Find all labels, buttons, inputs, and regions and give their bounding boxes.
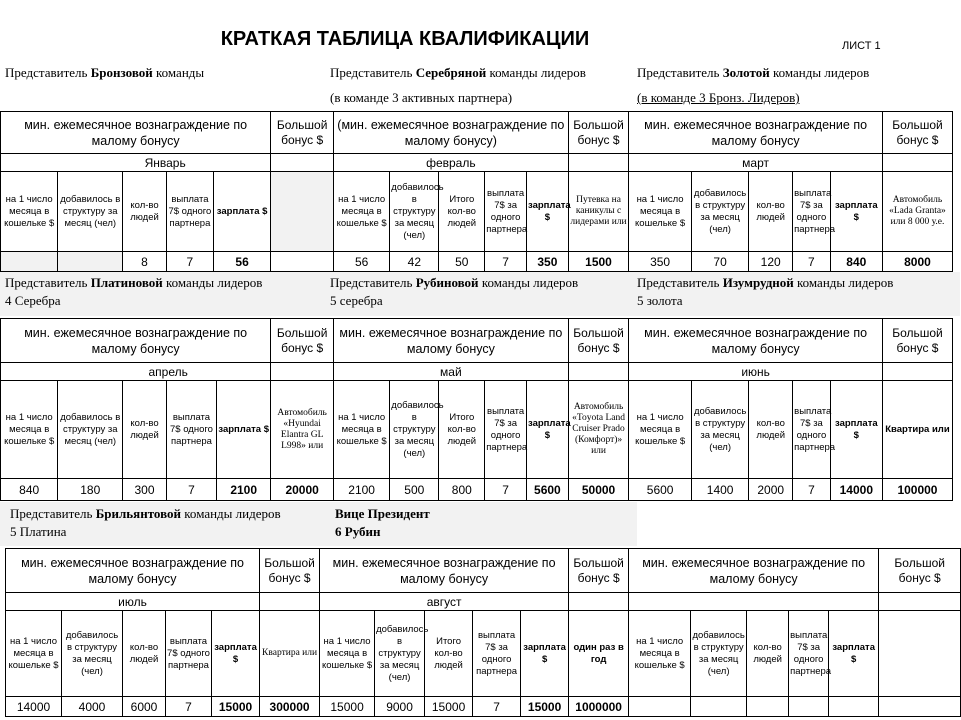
big-bonus-header: Большой бонус $: [882, 319, 952, 363]
value-cell: 300: [123, 479, 167, 501]
qualification-table-1: [0, 111, 953, 272]
month-label: апрель: [1, 363, 271, 381]
col-wallet: на 1 число месяца в кошельке $: [629, 172, 692, 252]
value-cell: 500: [390, 479, 439, 501]
value-cell: 350: [527, 252, 569, 272]
col-salary: зарплата $: [521, 611, 569, 697]
col-payout: выплата 7$ одного партнера: [166, 381, 216, 479]
rep-platinum: Представитель Платиновой команды лидеров 4 Серебра: [5, 275, 263, 308]
month-label: июнь: [629, 363, 883, 381]
col-added: добавилось в структуру за месяц (чел): [58, 172, 123, 252]
col-wallet: на 1 число месяца в кошельке $: [320, 611, 375, 697]
col-payout: выплата 7$ за одного партнера: [485, 381, 527, 479]
col-count: кол-во людей: [747, 611, 789, 697]
rep-silver: Представитель Серебряной команды лидеров (в команде 3 активных партнера): [330, 65, 586, 105]
col-salary: зарплата $: [829, 611, 879, 697]
rep-vice-president: Вице Президент 6 Рубин: [335, 506, 430, 539]
col-wallet: на 1 число месяца в кошельке $: [629, 611, 691, 697]
col-salary: зарплата $: [830, 172, 882, 252]
col-added: добавилось в структуру за месяц (чел): [375, 611, 425, 697]
value-cell: 50: [439, 252, 485, 272]
rep-gold: Представитель Золотой команды лидеров (в команде 3 Бронз. Лидеров): [637, 65, 870, 105]
value-cell: 300000: [260, 697, 320, 717]
value-cell: 7: [485, 252, 527, 272]
rep-ruby: Представитель Рубиновой команды лидеров 5 серебра: [330, 275, 579, 308]
page-title: КРАТКАЯ ТАБЛИЦА КВАЛИФИКАЦИИ: [220, 28, 590, 50]
value-cell: 42: [390, 252, 439, 272]
big-bonus-header: Большой бонус $: [260, 549, 320, 593]
big-bonus-header: Большой бонус $: [568, 112, 629, 154]
value-cell: 100000: [882, 479, 952, 501]
value-cell: 7: [166, 252, 213, 272]
col-wallet: на 1 число месяца в кошельке $: [333, 381, 389, 479]
rep-bronze: Представитель Бронзовой команды: [5, 65, 205, 80]
col-payout: выплата 7$ за одного партнера: [789, 611, 829, 697]
value-cell: 5600: [629, 479, 692, 501]
col-count: кол-во людей: [123, 611, 166, 697]
value-cell: 14000: [6, 697, 62, 717]
big-bonus-header: Большой бонус $: [568, 319, 629, 363]
value-cell: 50000: [568, 479, 629, 501]
col-payout: выплата 7$ за одного партнера: [485, 172, 527, 252]
value-cell: 15000: [320, 697, 375, 717]
col-payout: выплата 7$ одного партнера: [166, 611, 212, 697]
min-reward-header: мин. ежемесячное вознаграждение по малому бонусу: [629, 112, 883, 154]
qualification-table-3: [5, 548, 961, 717]
value-cell: 7: [473, 697, 521, 717]
value-cell: 5600: [526, 479, 568, 501]
value-cell: 8: [123, 252, 167, 272]
col-wallet: на 1 число месяца в кошельке $: [1, 381, 58, 479]
col-added: добавилось в структуру за месяц (чел): [58, 381, 123, 479]
col-wallet: на 1 число месяца в кошельке $: [333, 172, 389, 252]
min-reward-header: мин. ежемесячное вознаграждение по малому бонусу: [320, 549, 569, 593]
col-added: добавилось в структуру за месяц (чел): [691, 172, 748, 252]
value-cell: 7: [166, 479, 216, 501]
value-cell: 7: [793, 479, 831, 501]
value-cell: 2100: [333, 479, 389, 501]
big-bonus-header: Большой бонус $: [271, 112, 334, 154]
prize-vacation: Путевка на каникулы с лидерами или: [568, 172, 629, 252]
col-payout: выплата 7$ одного партнера: [166, 172, 213, 252]
value-cell: 15000: [521, 697, 569, 717]
min-reward-header: мин. ежемесячное вознаграждение по малому бонусу: [629, 319, 883, 363]
col-count: кол-во людей: [749, 172, 793, 252]
value-cell: 20000: [271, 479, 334, 501]
min-reward-header: (мин. ежемесячное вознаграждение по малому бонусу): [333, 112, 568, 154]
col-once-a-year: один раз в год: [569, 611, 629, 697]
value-cell: 7: [485, 479, 527, 501]
col-added: добавилось в структуру за месяц (чел): [691, 381, 748, 479]
value-cell: 8000: [882, 252, 952, 272]
col-wallet: на 1 число месяца в кошельке $: [629, 381, 692, 479]
col-count: кол-во людей: [123, 381, 167, 479]
col-count: кол-во людей: [749, 381, 793, 479]
col-total: Итого кол-во людей: [439, 172, 485, 252]
big-bonus-header: Большой бонус $: [879, 549, 961, 593]
value-cell: 70: [691, 252, 748, 272]
value-cell: 7: [793, 252, 831, 272]
month-label: май: [333, 363, 568, 381]
prize-lada: Автомобиль «Lada Granta» или 8 000 у.е.: [882, 172, 952, 252]
qualification-table-2: [0, 318, 953, 501]
month-label: июль: [6, 593, 260, 611]
month-label: Январь: [1, 154, 271, 172]
col-salary: зарплата $: [830, 381, 882, 479]
prize-apartment: Квартира или: [260, 611, 320, 697]
rep-emerald: Представитель Изумрудной команды лидеров 5 золота: [637, 275, 894, 308]
big-bonus-header: Большой бонус $: [882, 112, 952, 154]
col-salary: зарплата $: [212, 611, 260, 697]
min-reward-header: мин. ежемесячное вознаграждение по малому бонусу: [333, 319, 568, 363]
month-label: март: [629, 154, 883, 172]
col-payout: выплата 7$ за одного партнера: [793, 172, 831, 252]
min-reward-header: мин. ежемесячное вознаграждение по малому бонусу: [6, 549, 260, 593]
big-bonus-header: Большой бонус $: [569, 549, 629, 593]
col-salary: зарплата $: [217, 381, 271, 479]
big-bonus-header: Большой бонус $: [271, 319, 334, 363]
value-cell: 800: [439, 479, 485, 501]
month-label: август: [320, 593, 569, 611]
value-cell: 840: [1, 479, 58, 501]
value-cell: 1500: [568, 252, 629, 272]
col-salary: зарплата $: [527, 172, 569, 252]
value-cell: 9000: [375, 697, 425, 717]
col-count: кол-во людей: [123, 172, 167, 252]
value-cell: 840: [830, 252, 882, 272]
value-cell: 56: [213, 252, 270, 272]
col-added: добавилось в структуру за месяц (чел): [691, 611, 747, 697]
col-added: добавилось в структуру за месяц (чел): [390, 381, 439, 479]
value-cell: 15000: [425, 697, 473, 717]
col-added: добавилось в структуру за месяц (чел): [390, 172, 439, 252]
value-cell: 14000: [830, 479, 882, 501]
value-cell: 350: [629, 252, 692, 272]
value-cell: 1400: [691, 479, 748, 501]
col-total: Итого кол-во людей: [439, 381, 485, 479]
col-wallet: на 1 число месяца в кошельке $: [1, 172, 58, 252]
col-salary: зарплата $: [213, 172, 270, 252]
value-cell: 6000: [123, 697, 166, 717]
value-cell: 15000: [212, 697, 260, 717]
value-cell: 4000: [62, 697, 123, 717]
col-wallet: на 1 число месяца в кошельке $: [6, 611, 62, 697]
value-cell: 180: [58, 479, 123, 501]
prize-toyota: Автомобиль «Toyota Land Cruiser Prado (Комфорт)» или: [568, 381, 629, 479]
value-cell: 2100: [217, 479, 271, 501]
col-added: добавилось в структуру за месяц (чел): [62, 611, 123, 697]
col-salary: зарплата $: [526, 381, 568, 479]
value-cell: 120: [749, 252, 793, 272]
prize-apartment: Квартира или: [882, 381, 952, 479]
month-label: февраль: [333, 154, 568, 172]
col-total: Итого кол-во людей: [425, 611, 473, 697]
min-reward-header: мин. ежемесячное вознаграждение по малому бонусу: [1, 319, 271, 363]
value-cell: 7: [166, 697, 212, 717]
min-reward-header: мин. ежемесячное вознаграждение по малому бонусу: [1, 112, 271, 154]
col-payout: выплата 7$ за одного партнера: [793, 381, 831, 479]
value-cell: 56: [333, 252, 389, 272]
value-cell: 2000: [749, 479, 793, 501]
sheet-label: ЛИСТ 1: [842, 40, 881, 52]
value-cell: 1000000: [569, 697, 629, 717]
rep-diamond: Представитель Брильянтовой команды лидеров 5 Платина: [10, 506, 281, 539]
min-reward-header: мин. ежемесячное вознаграждение по малому бонусу: [629, 549, 879, 593]
prize-hyundai: Автомобиль «Hyundai Elantra GL L998» или: [271, 381, 334, 479]
col-payout: выплата 7$ за одного партнера: [473, 611, 521, 697]
